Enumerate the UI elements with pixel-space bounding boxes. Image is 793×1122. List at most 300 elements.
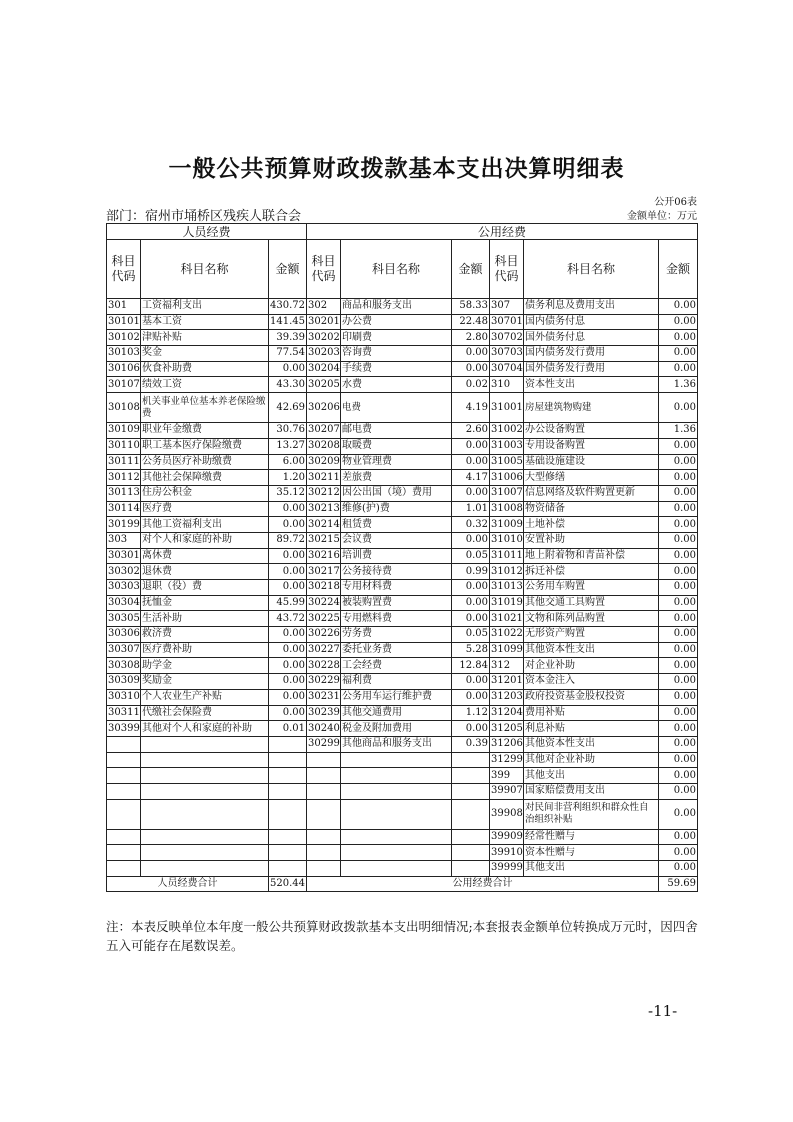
public2-code-cell: 31007	[490, 485, 524, 501]
personnel-name-cell: 医疗费	[141, 501, 269, 517]
personnel-code-cell: 30301	[107, 548, 141, 564]
public2-amount-cell: 0.00	[659, 829, 698, 845]
public2-amount-cell: 0.00	[659, 361, 698, 377]
public2-amount-cell: 0.00	[659, 501, 698, 517]
public2-code-cell: 31013	[490, 580, 524, 596]
personnel-code-cell: 30113	[107, 485, 141, 501]
public-code-cell: 30215	[307, 532, 341, 548]
personnel-code-cell: 30111	[107, 454, 141, 470]
public2-name-cell: 国外债务付息	[524, 330, 659, 346]
table-row	[107, 299, 698, 315]
personnel-amount-cell	[269, 768, 307, 784]
personnel-amount-cell: 45.99	[269, 595, 307, 611]
public-code-cell: 30214	[307, 517, 341, 533]
public2-code-cell: 31204	[490, 705, 524, 721]
public-name-cell: 印刷费	[341, 330, 452, 346]
personnel-name-cell: 职工基本医疗保险缴费	[141, 438, 269, 454]
public2-amount-cell: 0.00	[659, 564, 698, 580]
public2-amount-cell: 0.00	[659, 595, 698, 611]
public-code-cell: 30228	[307, 658, 341, 674]
personnel-name-cell	[141, 768, 269, 784]
page-number: -11-	[648, 1002, 678, 1020]
personnel-amount-cell: 0.00	[269, 642, 307, 658]
public2-name-cell: 国内债务付息	[524, 314, 659, 330]
public-name-cell: 咨询费	[341, 346, 452, 362]
public2-amount-cell: 0.00	[659, 485, 698, 501]
personnel-name-cell: 抚恤金	[141, 595, 269, 611]
personnel-amount-cell: 39.39	[269, 330, 307, 346]
public-amount-cell: 2.60	[452, 423, 490, 439]
table-row	[107, 564, 698, 580]
public2-code-cell: 31201	[490, 674, 524, 690]
public2-amount-cell: 0.00	[659, 299, 698, 315]
personnel-code-cell	[107, 845, 141, 861]
public2-code-cell: 31001	[490, 393, 524, 423]
public-code-cell: 30202	[307, 330, 341, 346]
public2-amount-cell: 0.00	[659, 330, 698, 346]
public-name-cell: 邮电费	[341, 423, 452, 439]
personnel-amount-cell: 42.69	[269, 393, 307, 423]
code-header: 科目代码	[107, 240, 141, 299]
personnel-name-cell	[141, 799, 269, 829]
personnel-amount-cell: 0.00	[269, 705, 307, 721]
table-row	[107, 595, 698, 611]
personnel-amount-cell: 0.00	[269, 564, 307, 580]
public-code-cell: 30212	[307, 485, 341, 501]
public2-code-cell: 31203	[490, 689, 524, 705]
public2-amount-cell: 0.00	[659, 314, 698, 330]
expenditure-detail-table	[106, 223, 698, 892]
public-amount-cell: 0.00	[452, 454, 490, 470]
personnel-code-cell: 301	[107, 299, 141, 315]
public2-name-cell: 其他资本性支出	[524, 642, 659, 658]
public-amount-cell	[452, 752, 490, 768]
personnel-name-cell	[141, 752, 269, 768]
public2-name-cell: 资本金注入	[524, 674, 659, 690]
public-code-cell	[307, 861, 341, 877]
public-name-cell: 专用材料费	[341, 580, 452, 596]
public2-code-cell: 31099	[490, 642, 524, 658]
table-row	[107, 454, 698, 470]
personnel-total-label: 人员经费合计	[107, 876, 269, 892]
public-name-cell: 委托业务费	[341, 642, 452, 658]
public-name-cell: 维修(护)费	[341, 501, 452, 517]
public-code-cell: 30217	[307, 564, 341, 580]
public-amount-cell: 4.17	[452, 470, 490, 486]
public-name-cell: 专用燃料费	[341, 611, 452, 627]
public2-code-cell: 31011	[490, 548, 524, 564]
personnel-name-cell: 其他对个人和家庭的补助	[141, 721, 269, 737]
public-name-cell: 公务接待费	[341, 564, 452, 580]
public2-amount-cell: 0.00	[659, 752, 698, 768]
form-code: 公开06表	[654, 197, 697, 208]
amount-header: 金额	[452, 240, 490, 299]
personnel-amount-cell	[269, 829, 307, 845]
personnel-amount-cell: 0.01	[269, 721, 307, 737]
public-amount-cell: 1.12	[452, 705, 490, 721]
public-amount-cell: 0.39	[452, 736, 490, 752]
footnote: 注：本表反映单位本年度一般公共预算财政拨款基本支出明细情况;本套报表金额单位转换成万元时，因四舍五入可能存在尾数误差。	[106, 919, 698, 953]
table-row	[107, 799, 698, 829]
public-name-cell: 手续费	[341, 361, 452, 377]
public2-name-cell: 无形资产购置	[524, 627, 659, 643]
public-name-cell: 电费	[341, 393, 452, 423]
public2-name-cell: 其他交通工具购置	[524, 595, 659, 611]
public2-code-cell: 307	[490, 299, 524, 315]
public2-name-cell: 地上附着物和青苗补偿	[524, 548, 659, 564]
public2-name-cell: 房屋建筑物购建	[524, 393, 659, 423]
amount-unit: 金额单位：万元	[627, 211, 697, 222]
personnel-code-cell	[107, 768, 141, 784]
public-code-cell	[307, 829, 341, 845]
table-row	[107, 752, 698, 768]
table-row	[107, 783, 698, 799]
public-code-cell: 30205	[307, 377, 341, 393]
public-code-cell: 30213	[307, 501, 341, 517]
public2-code-cell: 30702	[490, 330, 524, 346]
public2-code-cell: 30701	[490, 314, 524, 330]
public-name-cell: 商品和服务支出	[341, 299, 452, 315]
public2-name-cell: 费用补贴	[524, 705, 659, 721]
public2-name-cell: 专用设备购置	[524, 438, 659, 454]
personnel-code-cell: 30107	[107, 377, 141, 393]
personnel-name-cell: 基本工资	[141, 314, 269, 330]
public-amount-cell: 2.80	[452, 330, 490, 346]
public-code-cell: 30208	[307, 438, 341, 454]
public2-code-cell: 39907	[490, 783, 524, 799]
public-name-cell	[341, 768, 452, 784]
code-header: 科目代码	[490, 240, 524, 299]
public-name-cell: 其他交通费用	[341, 705, 452, 721]
totals-row	[107, 876, 698, 892]
public-code-cell: 30226	[307, 627, 341, 643]
public-name-cell: 税金及附加费用	[341, 721, 452, 737]
personnel-amount-cell: 0.00	[269, 548, 307, 564]
personnel-name-cell: 职业年金缴费	[141, 423, 269, 439]
public2-code-cell: 31299	[490, 752, 524, 768]
table-row	[107, 689, 698, 705]
page-title: 一般公共预算财政拨款基本支出决算明细表	[168, 155, 625, 182]
public-amount-cell: 0.00	[452, 580, 490, 596]
public2-code-cell: 399	[490, 768, 524, 784]
personnel-amount-cell: 0.00	[269, 501, 307, 517]
public2-amount-cell: 0.00	[659, 438, 698, 454]
public2-code-cell: 31019	[490, 595, 524, 611]
name-header: 科目名称	[341, 240, 452, 299]
public2-amount-cell: 0.00	[659, 689, 698, 705]
public-code-cell: 30204	[307, 361, 341, 377]
public-amount-cell	[452, 799, 490, 829]
personnel-name-cell: 机关事业单位基本养老保险缴费	[141, 393, 269, 423]
public2-amount-cell: 1.36	[659, 377, 698, 393]
public2-name-cell: 资本性支出	[524, 377, 659, 393]
public2-amount-cell: 0.00	[659, 627, 698, 643]
public2-code-cell: 31006	[490, 470, 524, 486]
public-name-cell: 取暖费	[341, 438, 452, 454]
table-row	[107, 470, 698, 486]
public-amount-cell	[452, 783, 490, 799]
public-name-cell: 水费	[341, 377, 452, 393]
public-code-cell: 30240	[307, 721, 341, 737]
public-name-cell: 培训费	[341, 548, 452, 564]
personnel-code-cell	[107, 829, 141, 845]
personnel-amount-cell: 43.30	[269, 377, 307, 393]
code-header: 科目代码	[307, 240, 341, 299]
public2-name-cell: 利息补贴	[524, 721, 659, 737]
public2-name-cell: 其他支出	[524, 768, 659, 784]
personnel-name-cell: 其他社会保障缴费	[141, 470, 269, 486]
table-row	[107, 861, 698, 877]
public-amount-cell: 5.28	[452, 642, 490, 658]
personnel-amount-cell: 13.27	[269, 438, 307, 454]
public-code-cell: 30225	[307, 611, 341, 627]
personnel-amount-cell: 0.00	[269, 517, 307, 533]
public2-code-cell: 31021	[490, 611, 524, 627]
public-code-cell: 30229	[307, 674, 341, 690]
public2-name-cell: 对企业补助	[524, 658, 659, 674]
public-name-cell: 租赁费	[341, 517, 452, 533]
personnel-code-cell: 30302	[107, 564, 141, 580]
public2-code-cell: 31010	[490, 532, 524, 548]
public2-name-cell: 信息网络及软件购置更新	[524, 485, 659, 501]
column-header-row	[107, 240, 698, 299]
personnel-amount-cell	[269, 845, 307, 861]
personnel-code-cell: 30303	[107, 580, 141, 596]
public-amount-cell	[452, 768, 490, 784]
public2-amount-cell: 0.00	[659, 346, 698, 362]
public-code-cell	[307, 752, 341, 768]
public-name-cell	[341, 799, 452, 829]
personnel-amount-cell: 30.76	[269, 423, 307, 439]
public2-code-cell: 31206	[490, 736, 524, 752]
table-row	[107, 768, 698, 784]
public-amount-cell: 0.00	[452, 674, 490, 690]
public-code-cell: 30239	[307, 705, 341, 721]
public2-code-cell: 310	[490, 377, 524, 393]
personnel-amount-cell: 0.00	[269, 580, 307, 596]
personnel-code-cell: 30310	[107, 689, 141, 705]
personnel-name-cell: 助学金	[141, 658, 269, 674]
public-code-cell: 30211	[307, 470, 341, 486]
public2-name-cell: 土地补偿	[524, 517, 659, 533]
table-row	[107, 721, 698, 737]
public2-code-cell: 39909	[490, 829, 524, 845]
public-code-cell	[307, 799, 341, 829]
public-name-cell	[341, 845, 452, 861]
public2-amount-cell: 0.00	[659, 454, 698, 470]
public2-amount-cell: 1.36	[659, 423, 698, 439]
personnel-code-cell: 30304	[107, 595, 141, 611]
personnel-code-cell: 30106	[107, 361, 141, 377]
table-row	[107, 438, 698, 454]
personnel-name-cell: 奖励金	[141, 674, 269, 690]
public-code-cell	[307, 783, 341, 799]
personnel-name-cell	[141, 736, 269, 752]
public-amount-cell: 22.48	[452, 314, 490, 330]
table-row	[107, 346, 698, 362]
public-name-cell: 公务用车运行维护费	[341, 689, 452, 705]
table-row	[107, 642, 698, 658]
public-amount-cell	[452, 861, 490, 877]
personnel-name-cell	[141, 845, 269, 861]
table-row	[107, 580, 698, 596]
public2-amount-cell: 0.00	[659, 517, 698, 533]
public-amount-cell	[452, 845, 490, 861]
public2-name-cell: 其他资本性支出	[524, 736, 659, 752]
public2-name-cell: 经常性赠与	[524, 829, 659, 845]
public-amount-cell: 58.33	[452, 299, 490, 315]
public2-name-cell: 国家赔偿费用支出	[524, 783, 659, 799]
personnel-code-cell	[107, 783, 141, 799]
public-name-cell: 被装购置费	[341, 595, 452, 611]
public2-name-cell: 政府投资基金股权投资	[524, 689, 659, 705]
personnel-code-cell: 30112	[107, 470, 141, 486]
personnel-amount-cell: 89.72	[269, 532, 307, 548]
personnel-code-cell: 30103	[107, 346, 141, 362]
personnel-code-cell: 30311	[107, 705, 141, 721]
personnel-amount-cell: 0.00	[269, 674, 307, 690]
public-amount-cell	[452, 829, 490, 845]
personnel-code-cell	[107, 799, 141, 829]
personnel-amount-cell: 0.00	[269, 658, 307, 674]
public2-amount-cell: 0.00	[659, 470, 698, 486]
public-name-cell: 办公费	[341, 314, 452, 330]
personnel-code-cell: 30110	[107, 438, 141, 454]
public-name-cell: 劳务费	[341, 627, 452, 643]
table-row	[107, 548, 698, 564]
personnel-amount-cell: 6.00	[269, 454, 307, 470]
public-amount-cell: 0.02	[452, 377, 490, 393]
public2-name-cell: 基础设施建设	[524, 454, 659, 470]
public2-name-cell: 对民间非营利组织和群众性自治组织补贴	[524, 799, 659, 829]
personnel-code-cell	[107, 861, 141, 877]
table-row	[107, 532, 698, 548]
personnel-amount-cell	[269, 799, 307, 829]
personnel-name-cell: 生活补助	[141, 611, 269, 627]
public2-code-cell: 31005	[490, 454, 524, 470]
public2-amount-cell: 0.00	[659, 845, 698, 861]
public-code-cell: 30201	[307, 314, 341, 330]
personnel-name-cell: 奖金	[141, 346, 269, 362]
public-code-cell	[307, 768, 341, 784]
table-row	[107, 736, 698, 752]
personnel-name-cell: 工资福利支出	[141, 299, 269, 315]
public2-code-cell: 30704	[490, 361, 524, 377]
personnel-name-cell	[141, 783, 269, 799]
personnel-amount-cell: 77.54	[269, 346, 307, 362]
public2-code-cell: 31002	[490, 423, 524, 439]
personnel-name-cell: 其他工资福利支出	[141, 517, 269, 533]
public-code-cell: 30227	[307, 642, 341, 658]
personnel-amount-cell: 1.20	[269, 470, 307, 486]
personnel-name-cell: 对个人和家庭的补助	[141, 532, 269, 548]
public2-amount-cell: 0.00	[659, 783, 698, 799]
personnel-code-cell: 30199	[107, 517, 141, 533]
public-amount-cell: 0.00	[452, 485, 490, 501]
public-amount-cell: 0.00	[452, 346, 490, 362]
public-code-cell: 30216	[307, 548, 341, 564]
table-row	[107, 501, 698, 517]
table-row	[107, 845, 698, 861]
personnel-amount-cell	[269, 861, 307, 877]
table-row	[107, 829, 698, 845]
personnel-name-cell	[141, 861, 269, 877]
table-row	[107, 314, 698, 330]
public2-amount-cell: 0.00	[659, 861, 698, 877]
personnel-name-cell: 医疗费补助	[141, 642, 269, 658]
public2-name-cell: 国内债务发行费用	[524, 346, 659, 362]
table-row	[107, 423, 698, 439]
public-amount-cell: 0.00	[452, 721, 490, 737]
personnel-code-cell: 30309	[107, 674, 141, 690]
public2-amount-cell: 0.00	[659, 393, 698, 423]
personnel-code-cell	[107, 736, 141, 752]
public2-name-cell: 安置补助	[524, 532, 659, 548]
public-total-value: 59.69	[659, 876, 698, 892]
personnel-amount-cell	[269, 736, 307, 752]
personnel-total-value: 520.44	[269, 876, 307, 892]
table-body	[107, 299, 698, 877]
public-code-cell: 30224	[307, 595, 341, 611]
table-row	[107, 674, 698, 690]
public2-amount-cell: 0.00	[659, 548, 698, 564]
public2-code-cell: 30703	[490, 346, 524, 362]
personnel-amount-cell	[269, 783, 307, 799]
table-row	[107, 330, 698, 346]
public2-name-cell: 公务用车购置	[524, 580, 659, 596]
personnel-name-cell: 绩效工资	[141, 377, 269, 393]
public2-name-cell: 物资储备	[524, 501, 659, 517]
public-code-cell	[307, 845, 341, 861]
public-name-cell: 物业管理费	[341, 454, 452, 470]
personnel-amount-cell: 0.00	[269, 627, 307, 643]
public-code-cell: 30299	[307, 736, 341, 752]
department-label: 部门：宿州市埇桥区残疾人联合会	[106, 209, 302, 224]
table-row	[107, 517, 698, 533]
public2-amount-cell: 0.00	[659, 532, 698, 548]
public2-code-cell: 39908	[490, 799, 524, 829]
personnel-amount-cell: 35.12	[269, 485, 307, 501]
public-name-cell	[341, 752, 452, 768]
public-name-cell	[341, 829, 452, 845]
table-row	[107, 658, 698, 674]
public-amount-cell: 0.32	[452, 517, 490, 533]
public-amount-cell: 0.00	[452, 438, 490, 454]
personnel-code-cell: 30101	[107, 314, 141, 330]
personnel-amount-cell: 43.72	[269, 611, 307, 627]
public2-amount-cell: 0.00	[659, 611, 698, 627]
public-amount-cell: 0.00	[452, 361, 490, 377]
amount-header: 金额	[659, 240, 698, 299]
public2-amount-cell: 0.00	[659, 674, 698, 690]
public2-name-cell: 债务利息及费用支出	[524, 299, 659, 315]
personnel-name-cell: 伙食补助费	[141, 361, 269, 377]
public-code-cell: 30209	[307, 454, 341, 470]
public-name-cell: 工会经费	[341, 658, 452, 674]
personnel-name-cell: 津贴补贴	[141, 330, 269, 346]
personnel-code-cell: 30108	[107, 393, 141, 423]
personnel-amount-cell: 141.45	[269, 314, 307, 330]
table-row	[107, 393, 698, 423]
public2-code-cell: 31003	[490, 438, 524, 454]
public2-code-cell: 31012	[490, 564, 524, 580]
public2-code-cell: 39910	[490, 845, 524, 861]
personnel-name-cell: 个人农业生产补贴	[141, 689, 269, 705]
public-amount-cell: 0.00	[452, 532, 490, 548]
public-code-cell: 30207	[307, 423, 341, 439]
public2-name-cell: 其他支出	[524, 861, 659, 877]
table-row	[107, 377, 698, 393]
